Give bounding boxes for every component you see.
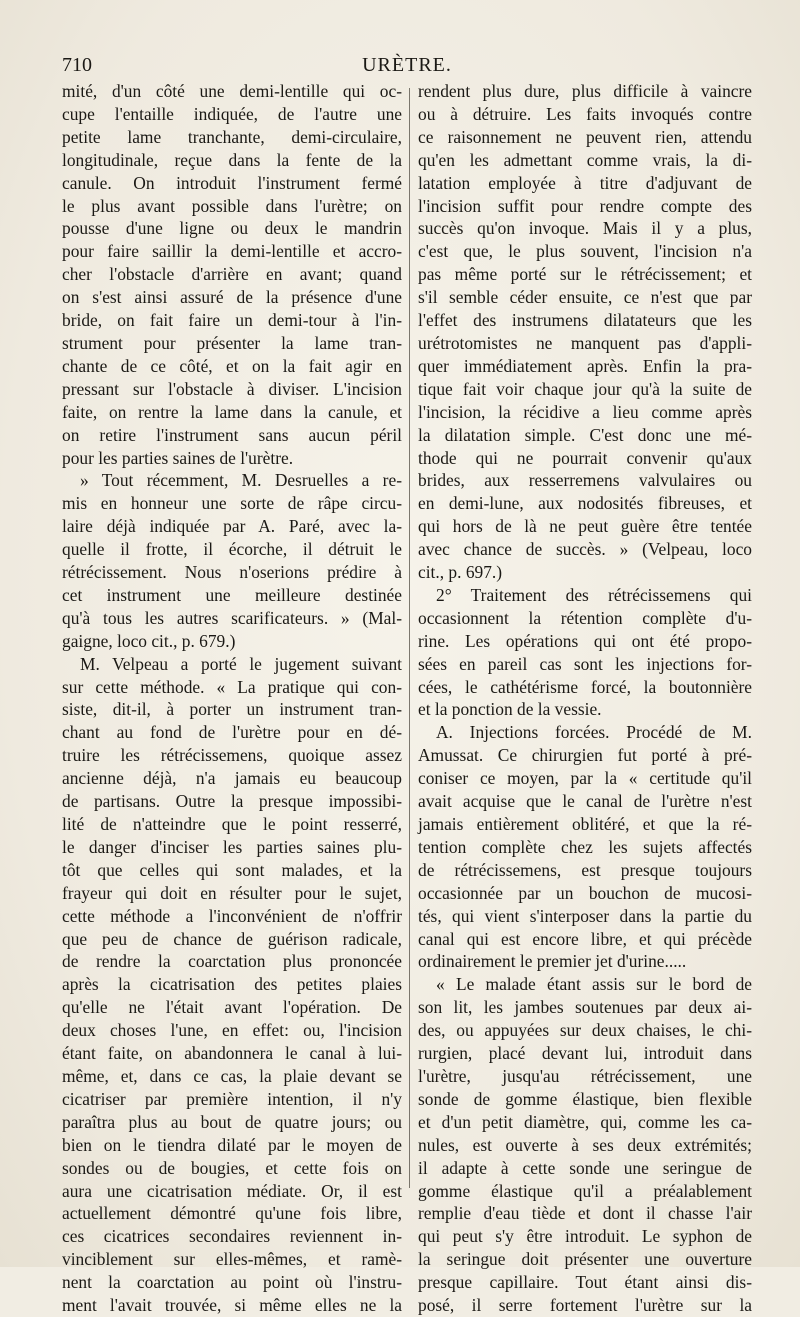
text-line: rétrécissement. Nous n'oserions prédire à (62, 562, 402, 583)
text-line: rendent plus dure, plus difficile à vaincre (418, 81, 752, 101)
text-line: brides, aux resserremens valvulaires ou (418, 470, 752, 491)
text-line: cette méthode a l'inconvénient de n'offrir (62, 905, 402, 926)
text-line: paraîtra plus au bout de quatre jours; ou (62, 1111, 402, 1132)
text-line: ment l'avait trouvée, si même elles ne la (62, 1295, 402, 1316)
text-line: tés, qui vient s'interposer dans la partie du (418, 905, 752, 926)
text-line: ou à détruire. Les faits invoqués contre (418, 103, 752, 124)
text-line: canule. On introduit l'instrument fermé (62, 172, 402, 193)
text-line: mis en honneur une sorte de râpe circu- (62, 493, 402, 514)
text-line: l'effet des instrumens dilatateurs que les (418, 310, 752, 331)
text-line: succès qu'on invoque. Mais il y a plus, (418, 218, 752, 239)
text-line: latation employée à titre d'adjuvant de (418, 172, 752, 193)
text-line: A. Injections forcées. Procédé de M. (436, 722, 752, 743)
text-line: pour les parties saines de l'urètre. (62, 447, 294, 468)
text-line: strument pour présenter la lame tran- (62, 332, 402, 353)
text-line: cupe l'entaille indiquée, de l'autre une (62, 103, 402, 124)
text-line: tention complète chez les sujets affectés (418, 836, 752, 857)
text-line: qu'en les admettant comme vrais, la di- (418, 149, 752, 170)
text-line: et la ponction de la vessie. (418, 699, 602, 720)
text-line: avait acquise que le canal de l'urètre n'est (418, 791, 752, 812)
text-line: occasionnent la rétention complète d'u- (418, 607, 752, 628)
text-line: quelle il frotte, il écorche, il détruit le (62, 539, 402, 560)
text-line: de partisans. Outre la presque impossibi- (62, 791, 402, 812)
text-line: pour faire saillir la demi-lentille et accro- (62, 241, 402, 262)
text-line: avec chance de succès. » (Velpeau, loco (418, 539, 752, 560)
text-line: urétrotomistes ne manquent pas d'appli- (418, 332, 752, 353)
text-line: on s'est ainsi assuré de la présence d'une (62, 287, 402, 308)
text-line: remplie d'eau tiède et dont il chasse l'air (418, 1203, 752, 1224)
text-line: l'incision suffit pour rendre compte des (418, 195, 752, 216)
text-line: siste, dit-il, à porter un instrument tran- (62, 699, 402, 720)
text-line: la seringue doit présenter une ouverture (418, 1249, 752, 1270)
text-line: même, et, dans ce cas, la plaie devant se (62, 1065, 402, 1086)
text-line: 2° Traitement des rétrécissemens qui (436, 584, 752, 605)
text-line: pas même porté sur le rétrécissement; et (418, 264, 752, 285)
right-text-column (418, 80, 752, 1316)
text-line: vinciblement sur elles-mêmes, et ramè- (62, 1249, 402, 1270)
text-line: pressant sur l'obstacle à diviser. L'incision (62, 378, 402, 399)
text-line: ancienne déjà, n'a jamais eu beaucoup (62, 768, 402, 789)
text-line: de rendre la coarctation plus prononcée (62, 951, 402, 972)
text-line: jamais entièrement oblitéré, et que la ré- (418, 814, 752, 834)
text-line: de rétrécissemens, est presque toujours (418, 859, 752, 880)
text-line: cet instrument une meilleure destinée (62, 584, 402, 605)
text-line: rurgien, placé devant lui, introduit dans (418, 1043, 752, 1064)
text-line: sées en pareil cas sont les injections for- (418, 653, 752, 674)
text-line: « Le malade étant assis sur le bord de (436, 974, 752, 995)
text-line: étant faite, on abandonnera le canal à lui- (62, 1043, 402, 1064)
text-line: qu'elle ne l'était avant l'opération. De (62, 997, 402, 1018)
text-line: nent la coarctation au point où l'instru- (62, 1272, 402, 1293)
text-line: M. Velpeau a porté le jugement suivant (80, 653, 402, 674)
text-line: petite lame tranchante, demi-circulaire, (62, 126, 402, 147)
text-line: frayeur qui doit en résulter pour le sujet, (62, 882, 402, 903)
text-line: bien on le tiendra dilaté par le moyen de (62, 1134, 402, 1155)
text-line: s'il semble céder ensuite, ce n'est que par (418, 287, 752, 308)
text-line: » Tout récemment, M. Desruelles a re- (80, 470, 402, 491)
text-line: il adapte à cette sonde une seringue de (418, 1157, 752, 1178)
text-line: son lit, les jambes soutenues par deux ai- (418, 997, 752, 1018)
text-line: après la cicatrisation des petites plaies (62, 974, 402, 995)
text-line: c'est que, le plus souvent, l'incision n'a (418, 241, 752, 262)
text-line: ce raisonnement ne peuvent rien, attendu (418, 126, 752, 147)
text-line: quer immédiatement après. Enfin la pra- (418, 355, 752, 376)
text-line: le plus avant possible dans l'urètre; on (62, 195, 402, 216)
text-line: chant au fond de l'urètre pour en dé- (62, 722, 402, 743)
text-line: en demi-lune, aux nodosités fibreuses, et (418, 493, 752, 514)
text-line: ordinairement le premier jet d'urine..... (418, 951, 687, 972)
text-line: on retire l'instrument sans aucun péril (62, 424, 402, 445)
text-line: pousse d'une ligne ou deux le mandrin (62, 218, 402, 239)
text-line: nules, est ouverte à ses deux extrémités; (418, 1134, 752, 1155)
text-line: sonde de gomme élastique, bien flexible (418, 1088, 752, 1109)
text-line: le danger d'inciser les parties saines plu- (62, 836, 402, 857)
text-line: coniser ce moyen, par la « certitude qu'il (418, 768, 752, 789)
text-line: laire déjà indiquée par A. Paré, avec la- (62, 516, 402, 537)
text-line: cées, le cathétérisme forcé, la boutonnière (418, 676, 752, 697)
text-line: qui hors de là ne peut guère être tentée (418, 516, 752, 537)
text-line: Amussat. Ce chirurgien fut porté à pré- (418, 745, 752, 766)
text-line: l'urètre, jusqu'au rétrécissement, une (418, 1065, 752, 1086)
running-head: URÈTRE. (362, 54, 452, 76)
text-line: qui peut s'y être introduit. Le syphon de (418, 1226, 752, 1247)
text-line: actuellement démontré qu'une fois libre, (62, 1203, 402, 1224)
text-line: cher l'obstacle d'arrière en avant; quand (62, 264, 402, 285)
text-line: sur cette méthode. « La pratique qui con- (62, 676, 402, 697)
text-line: lité de n'atteindre que le point resserré, (62, 814, 402, 834)
text-line: tôt que celles qui sont malades, et la (62, 859, 402, 880)
text-line: gaigne, loco cit., p. 679.) (62, 630, 236, 651)
text-line: que peu de chance de guérison radicale, (62, 928, 402, 949)
text-line: aura une cicatrisation médiate. Or, il est (62, 1180, 402, 1201)
text-line: cit., p. 697.) (418, 562, 503, 583)
text-line: cicatriser par première intention, il n'y (62, 1088, 402, 1109)
text-line: des, ou appuyées sur deux chaises, le chi- (418, 1020, 752, 1041)
text-line: bride, on fait faire un demi-tour à l'in- (62, 310, 402, 331)
text-line: chante de ce côté, et on la fait agir en (62, 355, 402, 376)
text-line: deux choses l'une, en effet: ou, l'incision (62, 1020, 402, 1041)
text-line: la dilatation simple. C'est donc une mé- (418, 424, 752, 445)
text-line: presque capillaire. Tout étant ainsi dis- (418, 1272, 752, 1293)
text-line: l'incision, la récidive a lieu comme après (418, 401, 752, 422)
text-line: longitudinale, reçue dans la fente de la (62, 149, 402, 170)
text-line: ces cicatrices secondaires reviennent in- (62, 1226, 402, 1247)
text-line: gomme élastique qu'il a préalablement (418, 1180, 752, 1201)
text-line: tique fait voir chaque jour qu'à la suite de (418, 378, 752, 399)
text-line: occasionnée par un bouchon de mucosi- (418, 882, 752, 903)
text-line: thode qui ne pourrait convenir qu'aux (418, 447, 752, 468)
text-line: faite, on rentre la lame dans la canule, et (62, 401, 402, 422)
text-line: rine. Les opérations qui ont été propo- (418, 630, 752, 651)
text-line: truire les rétrécissemens, quoique assez (62, 745, 402, 766)
page-number: 710 (62, 54, 92, 76)
text-line: canal qui est encore libre, et qui précède (418, 928, 752, 949)
text-line: posé, il serre fortement l'urètre sur la (418, 1295, 752, 1316)
left-text-column (62, 80, 402, 1316)
column-divider (409, 88, 410, 1188)
text-line: sondes ou de bougies, et cette fois on (62, 1157, 402, 1178)
text-line: qu'à tous les autres scarificateurs. » (Mal- (62, 607, 402, 628)
text-line: mité, d'un côté une demi-lentille qui oc- (62, 81, 402, 101)
text-line: et d'un petit diamètre, qui, comme les ca- (418, 1111, 752, 1132)
